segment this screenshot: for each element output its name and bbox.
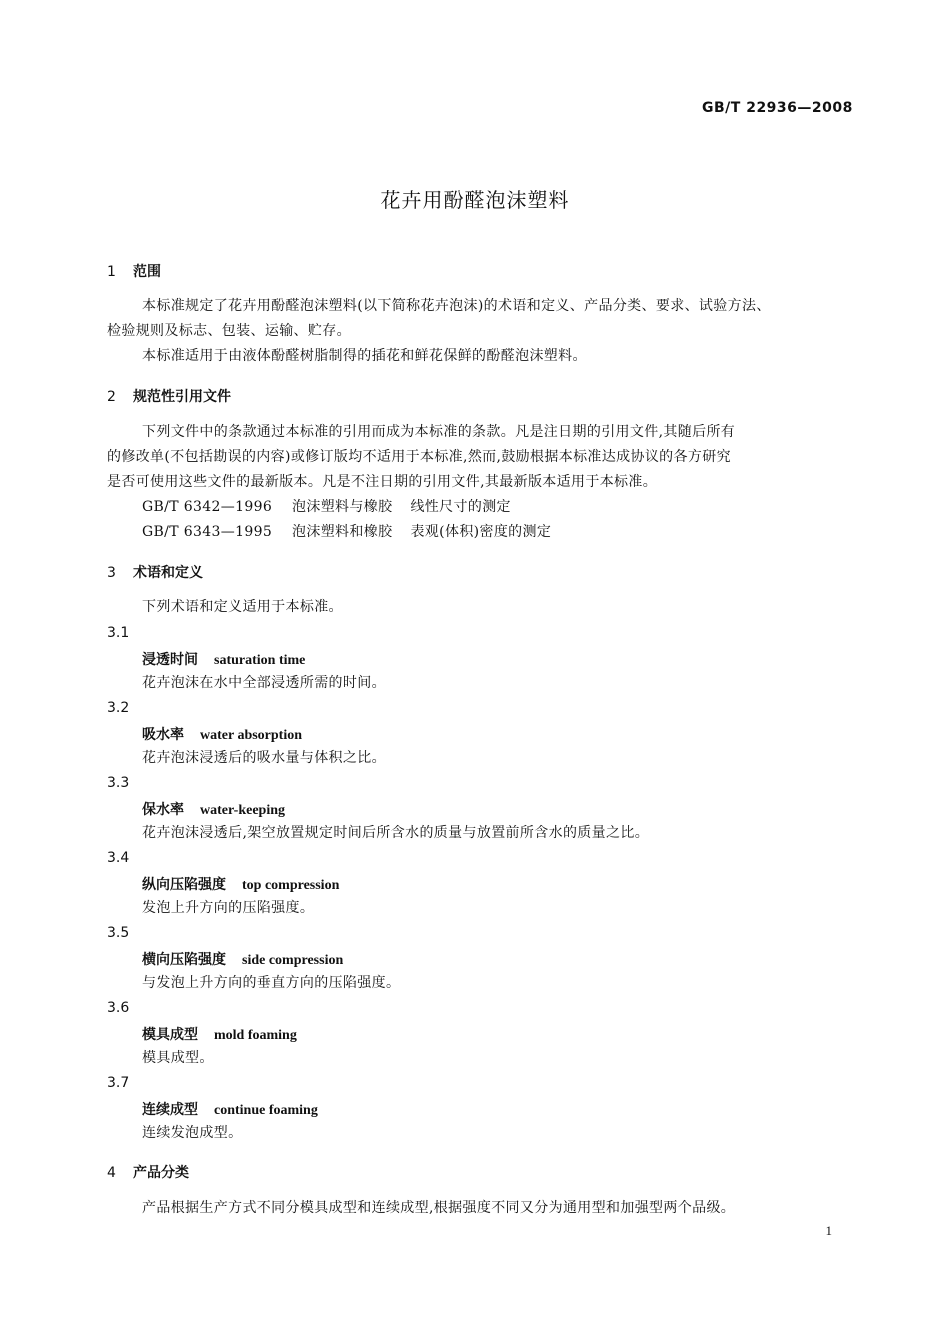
reference-code: GB/T 6342—1996: [142, 499, 273, 515]
reference-title-part: 泡沫塑料和橡胶: [292, 524, 393, 540]
term-heading: [142, 649, 305, 669]
section-3-heading: [107, 562, 203, 582]
term-heading: [142, 724, 302, 744]
section-title: 产品分类: [133, 1165, 189, 1181]
term-english: top compression: [242, 878, 340, 893]
term-chinese: 模具成型: [142, 1027, 198, 1043]
paragraph-line: 本标准规定了花卉用酚醛泡沫塑料(以下简称花卉泡沫)的术语和定义、产品分类、要求、试验方法、: [142, 298, 771, 314]
section-number: 3: [107, 565, 116, 581]
section-title: 规范性引用文件: [133, 389, 231, 405]
term-chinese: 保水率: [142, 802, 184, 818]
reference-item: [142, 520, 551, 545]
paragraph-line: 产品根据生产方式不同分模具成型和连续成型,根据强度不同又分为通用型和加强型两个品级。: [142, 1200, 736, 1216]
section-4-heading: [107, 1162, 189, 1182]
term-chinese: 连续成型: [142, 1102, 198, 1118]
term-chinese: 横向压陷强度: [142, 952, 226, 968]
section-title: 术语和定义: [133, 565, 203, 581]
term-number: 3.1: [107, 625, 130, 641]
reference-title-part: 表观(体积)密度的测定: [410, 524, 552, 540]
term-definition: 模具成型。: [142, 1050, 214, 1066]
term-english: saturation time: [214, 653, 306, 668]
term-definition: 花卉泡沫浸透后的吸水量与体积之比。: [142, 750, 386, 766]
term-definition: 发泡上升方向的压陷强度。: [142, 900, 315, 916]
section-number: 4: [107, 1165, 116, 1181]
term-english: side compression: [242, 953, 344, 968]
paragraph-line: 是否可使用这些文件的最新版本。凡是不注日期的引用文件,其最新版本适用于本标准。: [107, 474, 658, 490]
term-heading: [142, 1099, 318, 1119]
paragraph-line: 下列术语和定义适用于本标准。: [142, 599, 343, 615]
reference-item: [142, 495, 511, 520]
paragraph-line: 的修改单(不包括勘误的内容)或修订版均不适用于本标准,然而,鼓励根据本标准达成协议的各方研究: [107, 449, 731, 465]
paragraph-line: 本标准适用于由液体酚醛树脂制得的插花和鲜花保鲜的酚醛泡沫塑料。: [142, 348, 587, 364]
term-number: 3.5: [107, 925, 130, 941]
term-number: 3.3: [107, 775, 130, 791]
term-definition: 连续发泡成型。: [142, 1125, 243, 1141]
term-english: continue foaming: [214, 1103, 318, 1118]
section-2-heading: [107, 386, 231, 406]
term-number: 3.2: [107, 700, 130, 716]
section-1-heading: [107, 261, 161, 281]
term-number: 3.7: [107, 1075, 130, 1091]
reference-title-part: 泡沫塑料与橡胶: [292, 499, 393, 515]
standard-number: GB/T 22936—2008: [702, 100, 853, 116]
term-chinese: 纵向压陷强度: [142, 877, 226, 893]
term-english: water absorption: [200, 728, 303, 743]
term-english: water-keeping: [200, 803, 286, 818]
term-heading: [142, 874, 339, 894]
paragraph-line: 检验规则及标志、包装、运输、贮存。: [107, 323, 351, 339]
section-number: 1: [107, 264, 116, 280]
term-number: 3.6: [107, 1000, 130, 1016]
reference-title-part: 线性尺寸的测定: [410, 499, 511, 515]
term-heading: [142, 949, 343, 969]
document-title: 花卉用酚醛泡沫塑料: [380, 188, 570, 212]
page-number: 1: [825, 1223, 832, 1238]
section-title: 范围: [133, 264, 161, 280]
term-english: mold foaming: [214, 1028, 297, 1043]
term-definition: 与发泡上升方向的垂直方向的压陷强度。: [142, 975, 401, 991]
term-number: 3.4: [107, 850, 130, 866]
paragraph-line: 下列文件中的条款通过本标准的引用而成为本标准的条款。凡是注日期的引用文件,其随后所有: [142, 424, 736, 440]
term-chinese: 吸水率: [142, 727, 184, 743]
reference-code: GB/T 6343—1995: [142, 524, 273, 540]
section-number: 2: [107, 389, 116, 405]
term-definition: 花卉泡沫浸透后,架空放置规定时间后所含水的质量与放置前所含水的质量之比。: [142, 825, 650, 841]
term-definition: 花卉泡沫在水中全部浸透所需的时间。: [142, 675, 386, 691]
term-chinese: 浸透时间: [142, 652, 198, 668]
term-heading: [142, 1024, 297, 1044]
term-heading: [142, 799, 285, 819]
